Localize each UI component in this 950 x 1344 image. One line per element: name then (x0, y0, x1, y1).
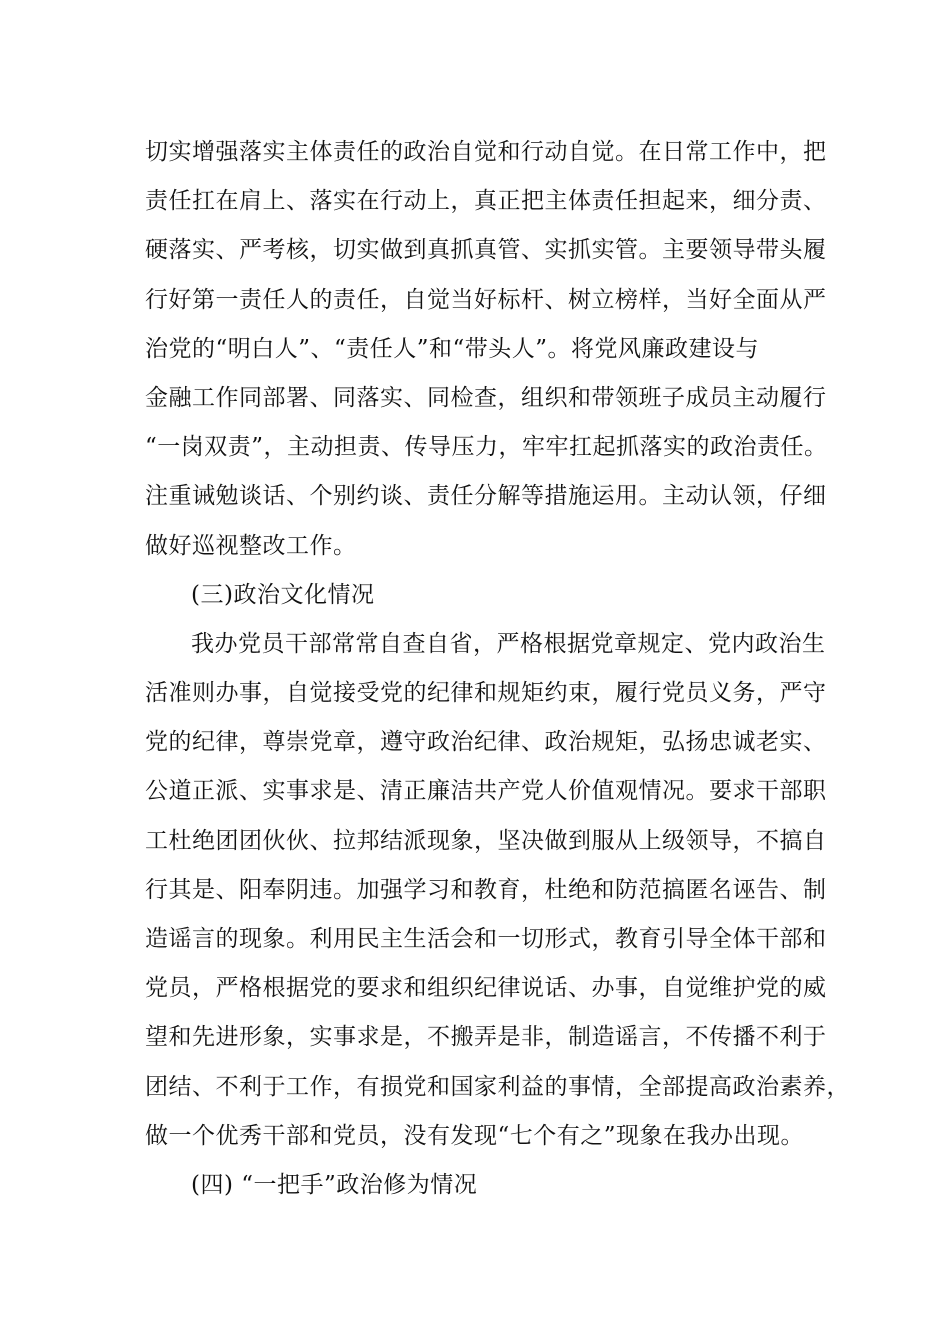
paragraph-responsibility (145, 128, 835, 571)
text-line: 造谣言的现象。利用民主生活会和一切形式，教育引导全体干部和 (145, 926, 827, 952)
text-line: 我办党员干部常常自查自省，严格根据党章规定、党内政治生 (191, 630, 826, 657)
section-heading-leader-cultivation: (四) “一把手”政治修为情况 (191, 1171, 478, 1198)
text-line: 治党的“明白人”、“责任人”和“带头人”。将党风廉政建设与 (145, 335, 760, 362)
text-line: 硬落实、严考核，切实做到真抓真管、实抓实管。主要领导带头履 (145, 237, 827, 264)
text-line: 金融工作同部署、同落实、同检查，组织和带领班子成员主动履行 (145, 384, 827, 411)
text-line: 公道正派、实事求是、清正廉洁共产党人价值观情况。要求干部职 (145, 778, 827, 805)
text-line: 活准则办事，自觉接受党的纪律和规矩约束，履行党员义务，严守 (145, 680, 827, 707)
text-line: 切实增强落实主体责任的政治自觉和行动自觉。在日常工作中，把 (145, 139, 827, 165)
paragraph-political-culture (145, 620, 850, 1161)
text-line: 做好巡视整改工作。 (145, 532, 357, 559)
text-line: 注重诫勉谈话、个别约谈、责任分解等措施运用。主动认领，仔细 (145, 483, 827, 510)
text-line: 责任扛在肩上、落实在行动上，真正把主体责任担起来，细分责、 (145, 188, 827, 215)
text-line: 工杜绝团团伙伙、拉邦结派现象，坚决做到服从上级领导，不搞自 (145, 827, 827, 854)
text-line: 做一个优秀干部和党员，没有发现“七个有之”现象在我办出现。 (145, 1122, 805, 1149)
text-line: “一岗双责”，主动担责、传导压力，牢牢扛起抓落实的政治责任。 (145, 434, 828, 461)
text-line: 党的纪律，尊崇党章，遵守政治纪律、政治规矩，弘扬忠诚老实、 (145, 729, 827, 756)
text-line: 行好第一责任人的责任，自觉当好标杆、树立榜样，当好全面从严 (145, 286, 827, 313)
text-line: 行其是、阳奉阴违。加强学习和教育，杜绝和防范搞匿名诬告、制 (145, 876, 827, 903)
text-line: 党员，严格根据党的要求和组织纪律说话、办事，自觉维护党的威 (145, 975, 827, 1002)
document-body (145, 128, 850, 1210)
text-line: 望和先进形象，实事求是，不搬弄是非，制造谣言，不传播不利于 (145, 1024, 827, 1051)
section-heading-political-culture: (三)政治文化情况 (191, 581, 375, 608)
text-line: 团结、不利于工作，有损党和国家利益的事情，全部提高政治素养， (145, 1073, 850, 1100)
